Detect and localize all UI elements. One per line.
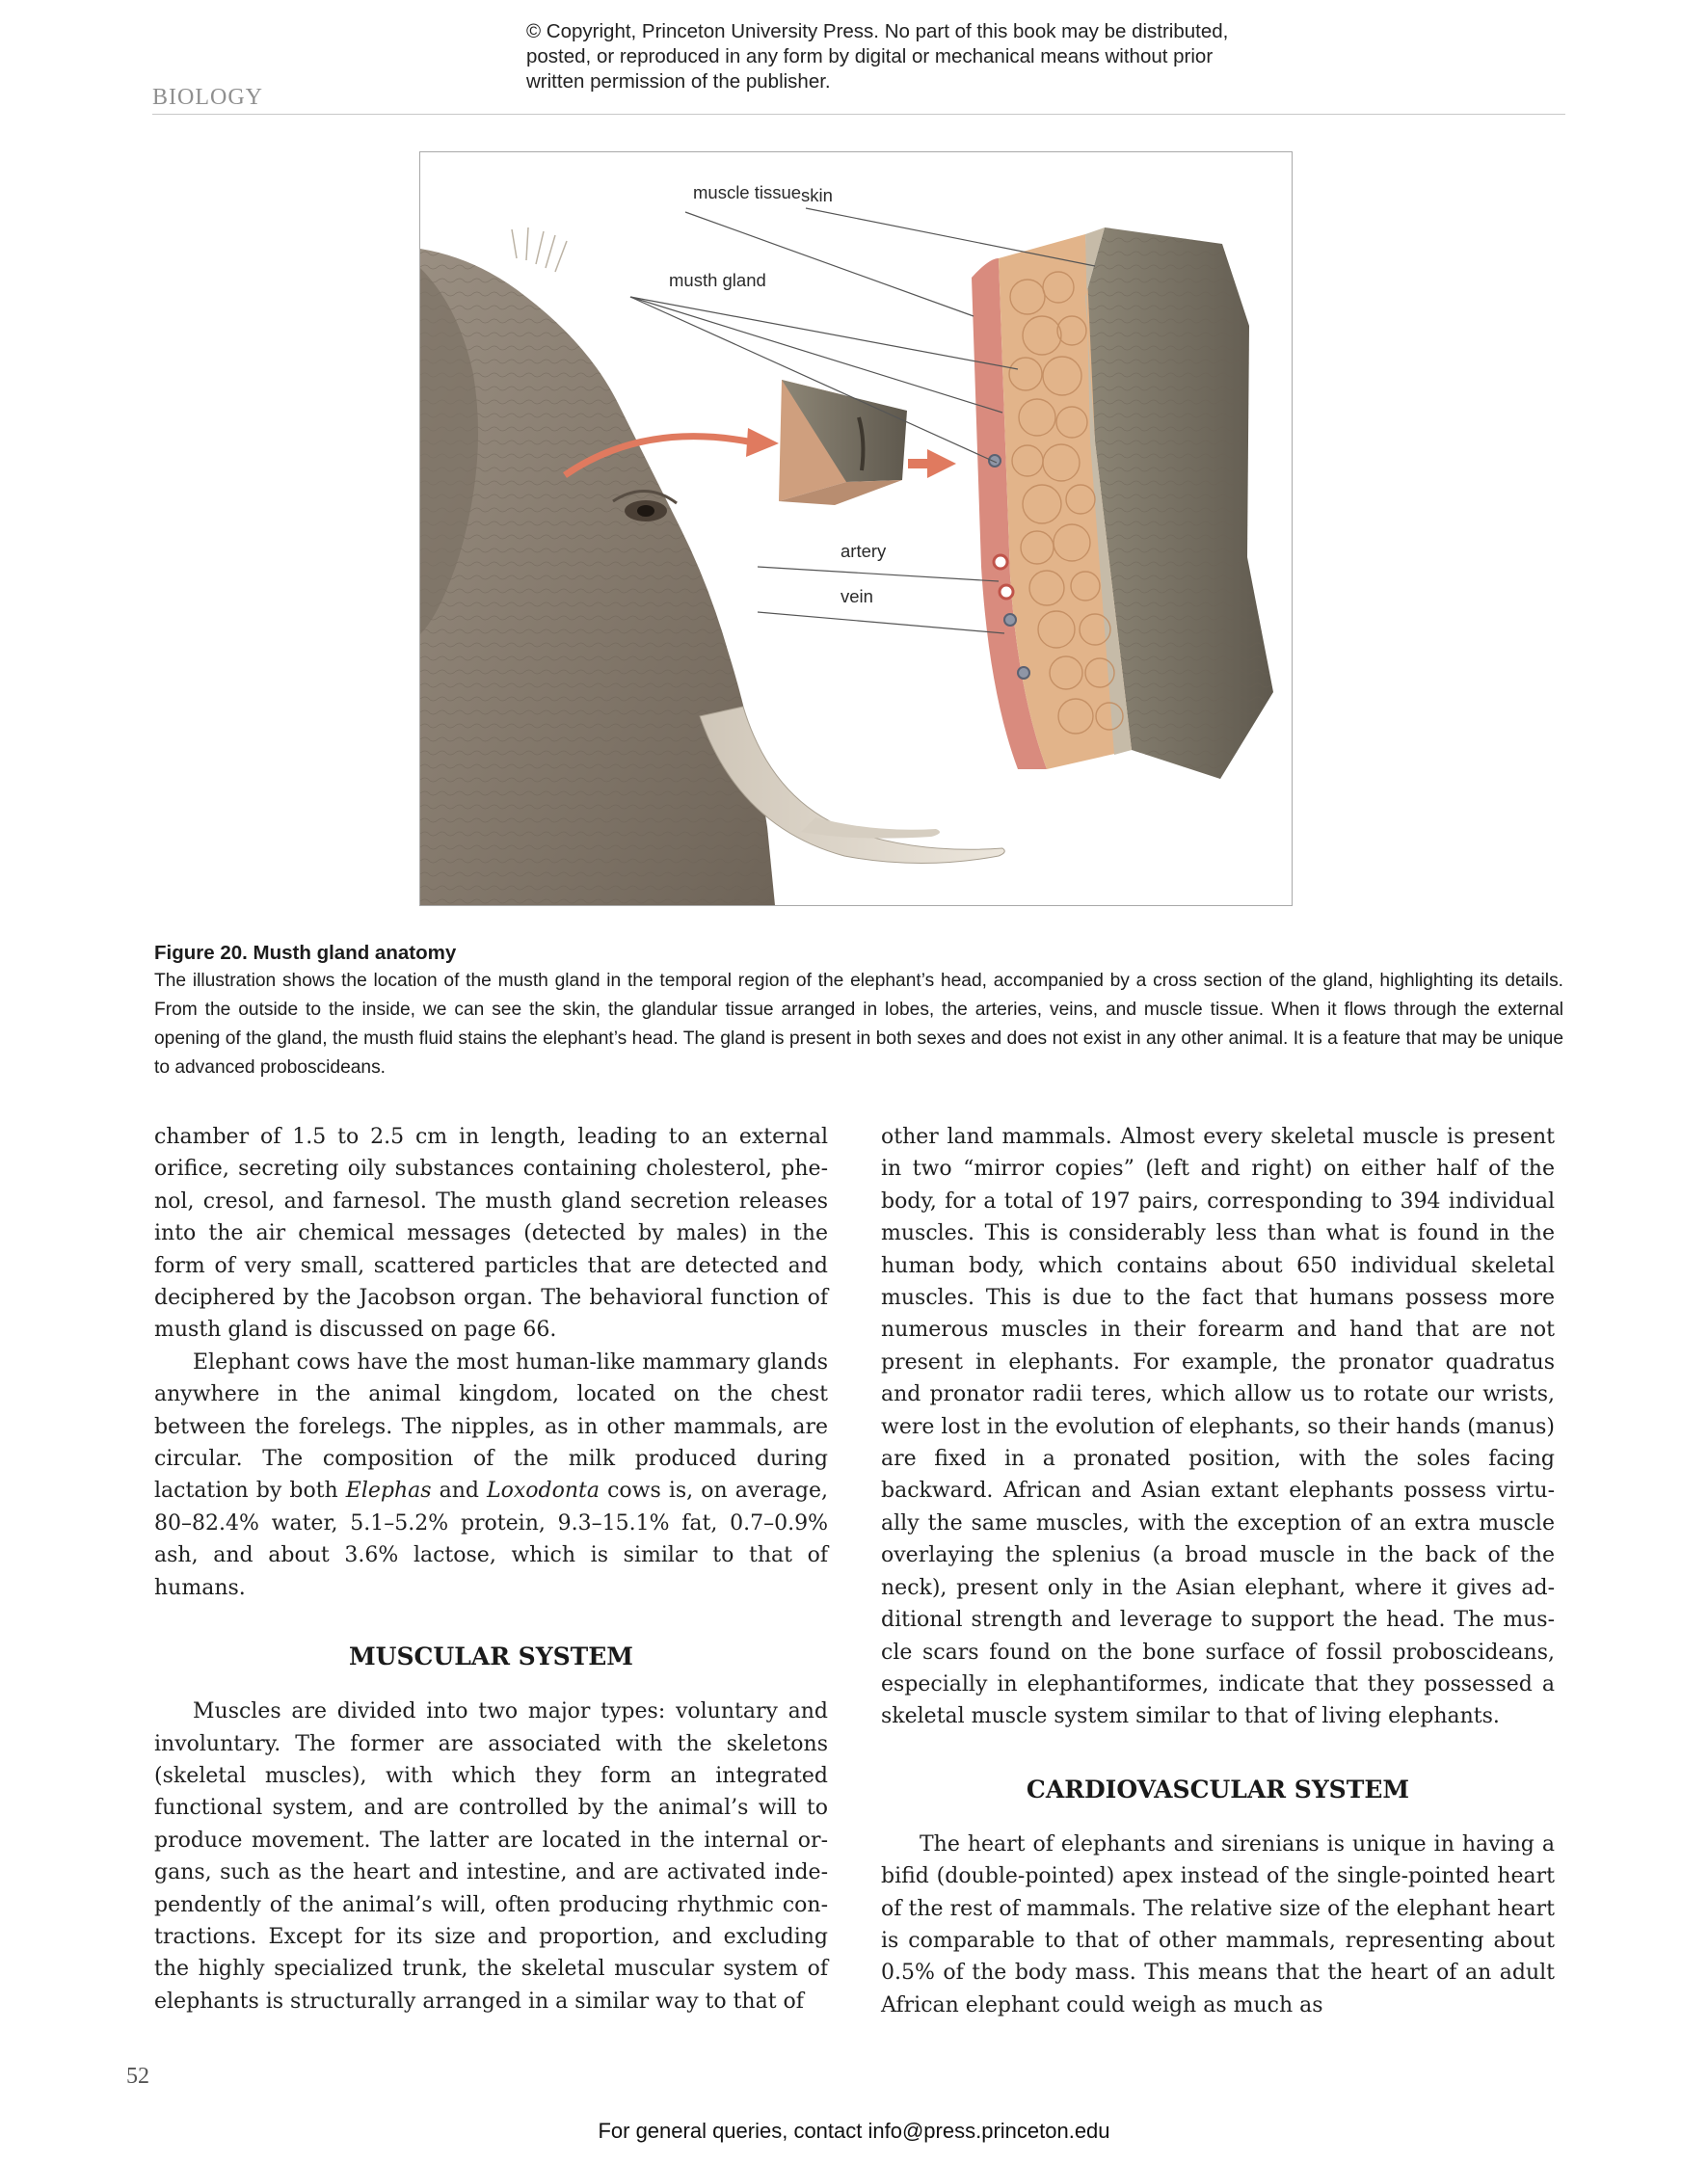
text-column-right [881, 1121, 1555, 2021]
paragraph: Muscles are divided into two major types: voluntary and involuntary. The former are associated with the skeletons (skeletal muscles), with which they form an integrated functional system, and are controlled by the animal’s will to produce movement. The latter are located in the internal organs, such as the heart and intestine, and are activated independently of the animal’s will, often producing rhythmic contractions. Except for its size and proportion, and excluding the highly specialized trunk, the skeletal muscular system of elephants is structurally arranged in a similar way to that of [154, 1699, 828, 2014]
page-number: 52 [126, 2064, 149, 2089]
caption-text: The illustration shows the location of the musth gland in the temporal region of the elephant’s head, accompanied by a cross section of the gland, highlighting its details. From the outside to the inside, we can see the skin, the glandular tissue arranged in lobes, the arteries, veins, and muscle tissue. When it flows through the external opening of the gland, the musth fluid stains the elephant’s head. The gland is present in both sexes and does not exist in any other animal. It is a feature that may be unique to advanced proboscideans. [154, 971, 1563, 1078]
arrow-icon [908, 449, 956, 478]
musth-gland-figure [419, 151, 1293, 906]
text-column-left [154, 1121, 828, 2017]
label-vein: vein [841, 586, 873, 606]
paragraph: The heart of elephants and sirenians is unique in having a bifid (double-pointed) apex instead of the single-pointed heart of the rest of mammals. The relative size of the elephant heart is comparable to that of other mammals, representing about 0.5% of the body mass. This means that the heart of an adult African elephant could weigh as much as [881, 1831, 1555, 2017]
section-heading-cardiovascular: CARDIOVASCULAR SYSTEM [1026, 1775, 1410, 1803]
figure-caption [154, 940, 1563, 1082]
gland-cross-section [972, 227, 1273, 779]
elephant-head [420, 227, 775, 905]
header-rule [152, 114, 1565, 115]
caption-title: Figure 20. Musth gland anatomy [154, 942, 457, 964]
paragraph: chamber of 1.5 to 2.5 cm in length, leading to an external orifice, secreting oily substances containing cholesterol, phenol, cresol, and farnesol. The musth gland secretion releases into the air chemical messages (detected by males) in the form of very small, scattered particles that are detected and deciphered by the Jacobson organ. The behavioral function of musth gland is discussed on page 66. [154, 1125, 828, 1343]
paragraph: other land mammals. Almost every skeletal muscle is present in two “mirror copies” (left and right) on either half of the body, for a total of 197 pairs, corresponding to 394 individual muscles. This is considerably less than what is found in the human body, which contains about 650 individual skeletal muscles. This is due to the fact that humans possess more numerous muscles in their forearm and hand that are not present in elephants. For example, the pronator quadratus and pronator radii teres, which allow us to rotate our wrists, were lost in the evolution of elephants, so their hands (manus) are fixed in a pronated position, with the soles facing backward. African and Asian extant elephants possess virtually the same muscles, with the exception of an extra muscle overlaying the splenius (a broad muscle in the back of the neck), present only in the Asian elephant, where it gives additional strength and leverage to support the head. The muscle scars found on the bone surface of fossil proboscideans, especially in elephantiformes, indicate that they possessed a skeletal muscle system similar to that of living elephants. [881, 1125, 1555, 1729]
section-heading-muscular: MUSCULAR SYSTEM [349, 1643, 633, 1671]
paragraph: Elephant cows have the most human-like mammary glands anywhere in the animal kingdom, located on the chest between the forelegs. The nipples, as in other mammals, are circular. The composition of the milk produced during lactation by both Elephas and Loxodonta cows is, on average, 80–82.4% water, 5.1–5.2% protein, 9.3–15.1% fat, 0.7–0.9% ash, and about 3.6% lactose, which is similar to that of humans. [154, 1349, 828, 1600]
running-head: BIOLOGY [152, 85, 263, 110]
copyright-notice: © Copyright, Princeton University Press. No part of this book may be distributed, posted, or reproduced in any form by digital or mechanical means without prior written permission of the publisher. [526, 20, 1229, 93]
label-skin: skin [801, 185, 833, 205]
skin-sample-block [779, 380, 907, 505]
label-artery: artery [841, 541, 887, 561]
figure-illustration [420, 152, 1292, 905]
contact-footer: For general queries, contact info@press.princeton.edu [598, 2119, 1110, 2143]
label-musth-gland: musth gland [669, 270, 766, 290]
label-muscle-tissue: muscle tissue [693, 182, 802, 202]
